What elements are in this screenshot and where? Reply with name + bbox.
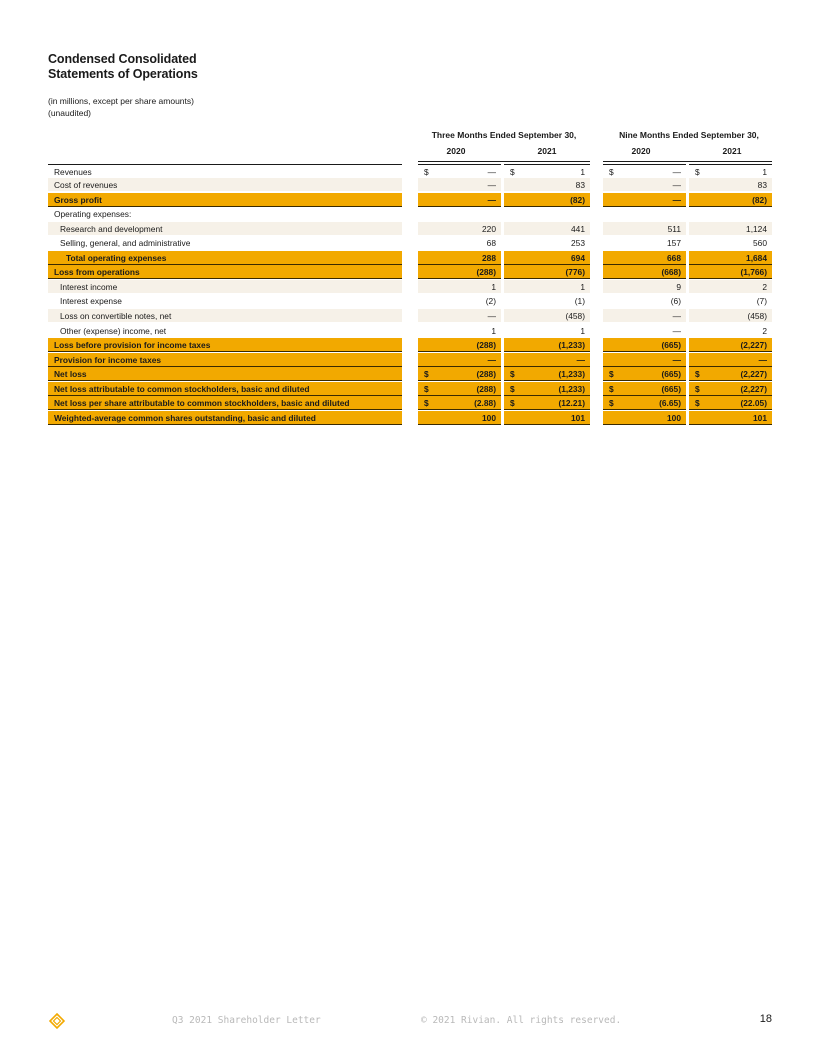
value-cell <box>504 178 590 192</box>
value-text: 1 <box>762 166 767 177</box>
table-row <box>48 265 772 280</box>
value-cell <box>603 294 686 308</box>
row-label: Cost of revenues <box>48 178 402 192</box>
value-text: — <box>672 180 681 191</box>
value-text: 68 <box>486 238 496 249</box>
value-text: 1,684 <box>746 252 767 263</box>
value-text: — <box>576 354 585 365</box>
row-label: Net loss per share attributable to common stockholders, basic and diluted <box>48 396 402 410</box>
value-text: 1,124 <box>746 223 767 234</box>
table-row <box>48 207 772 222</box>
value-cell <box>504 353 590 367</box>
value-cell <box>689 193 772 207</box>
year-header-q-2021: 2021 <box>537 146 557 156</box>
value-text: 157 <box>667 238 681 249</box>
value-cell <box>504 251 590 265</box>
three-months-header: Three Months Ended September 30, <box>431 130 577 140</box>
value-text: (12.21) <box>558 398 585 409</box>
value-cell <box>689 164 772 178</box>
value-text: (2,227) <box>740 383 767 394</box>
value-text: 1 <box>491 325 496 336</box>
currency-symbol: $ <box>695 383 700 394</box>
value-cell <box>603 193 686 207</box>
value-cell <box>689 236 772 250</box>
value-text: (1,233) <box>558 383 585 394</box>
title-line-2: Statements of Operations <box>48 67 198 81</box>
year-header-q-2020: 2020 <box>446 146 466 156</box>
value-text: (776) <box>565 267 585 278</box>
value-cell <box>504 309 590 323</box>
table-row <box>48 193 772 208</box>
row-label: Research and development <box>48 222 402 236</box>
value-cell <box>418 324 501 338</box>
currency-symbol: $ <box>424 166 429 177</box>
row-label: Weighted-average common shares outstanding, basic and diluted <box>48 411 402 425</box>
value-text: 100 <box>667 412 681 423</box>
value-text: 2 <box>762 325 767 336</box>
currency-symbol: $ <box>609 398 614 409</box>
value-cell <box>418 280 501 294</box>
table-row <box>48 338 772 353</box>
value-cell <box>504 193 590 207</box>
value-cell <box>504 382 590 396</box>
value-text: (1) <box>574 296 585 307</box>
value-cell <box>689 222 772 236</box>
three-months-rule <box>418 161 590 162</box>
page-number: 18 <box>759 1013 772 1025</box>
value-text: — <box>672 166 681 177</box>
value-text: (458) <box>565 311 585 321</box>
value-text: — <box>758 354 767 365</box>
units-note-line-1: (in millions, except per share amounts) <box>48 96 194 106</box>
row-label: Provision for income taxes <box>48 353 402 367</box>
value-text: 1 <box>580 325 585 336</box>
value-cell <box>504 338 590 352</box>
value-text: 441 <box>571 223 585 234</box>
nine-months-rule <box>603 161 772 162</box>
table-row <box>48 382 772 397</box>
row-label: Revenues <box>48 164 402 178</box>
currency-symbol: $ <box>695 398 700 409</box>
value-text: 100 <box>482 412 496 423</box>
value-cell <box>418 222 501 236</box>
value-cell <box>603 367 686 381</box>
value-text: (2.88) <box>474 398 496 409</box>
units-note <box>48 95 348 119</box>
value-cell <box>603 324 686 338</box>
row-label: Operating expenses: <box>48 207 402 221</box>
table-row <box>48 222 772 237</box>
value-text: — <box>487 354 496 365</box>
value-cell <box>504 222 590 236</box>
value-cell <box>603 207 686 221</box>
row-label: Loss on convertible notes, net <box>48 309 402 323</box>
currency-symbol: $ <box>424 398 429 409</box>
value-cell <box>689 265 772 279</box>
nine-months-header: Nine Months Ended September 30, <box>619 130 759 140</box>
value-text: (1,766) <box>740 267 767 278</box>
table-row <box>48 164 772 179</box>
value-text: (82) <box>752 194 767 205</box>
value-cell <box>603 353 686 367</box>
value-cell <box>689 294 772 308</box>
value-cell <box>504 324 590 338</box>
currency-symbol: $ <box>695 166 700 177</box>
value-text: (22.05) <box>740 398 767 409</box>
value-text: — <box>672 325 681 336</box>
footer-copyright: © 2021 Rivian. All rights reserved. <box>421 1015 622 1026</box>
value-text: 288 <box>482 252 496 263</box>
value-cell <box>418 207 501 221</box>
value-text: 1 <box>580 166 585 177</box>
currency-symbol: $ <box>609 369 614 380</box>
value-cell <box>504 236 590 250</box>
value-cell <box>603 265 686 279</box>
value-text: 511 <box>667 223 681 234</box>
currency-symbol: $ <box>510 369 515 380</box>
value-cell <box>504 164 590 178</box>
value-text: — <box>672 311 681 321</box>
value-text: (2) <box>485 296 496 307</box>
row-label: Interest income <box>48 280 402 294</box>
value-text: — <box>487 311 496 321</box>
value-cell <box>603 236 686 250</box>
value-text: (668) <box>661 267 681 278</box>
table-row <box>48 324 772 339</box>
table-row <box>48 236 772 251</box>
value-cell <box>603 338 686 352</box>
currency-symbol: $ <box>609 166 614 177</box>
value-text: — <box>672 194 681 205</box>
value-cell <box>603 251 686 265</box>
value-cell <box>603 382 686 396</box>
currency-symbol: $ <box>695 369 700 380</box>
value-cell <box>418 338 501 352</box>
units-note-line-2: (unaudited) <box>48 108 92 118</box>
table-row <box>48 294 772 309</box>
value-text: (82) <box>570 194 585 205</box>
value-cell <box>603 280 686 294</box>
value-text: (6) <box>670 296 681 307</box>
value-text: 83 <box>757 180 767 191</box>
value-cell <box>504 367 590 381</box>
value-text: (288) <box>476 369 496 380</box>
currency-symbol: $ <box>510 166 515 177</box>
value-cell <box>689 251 772 265</box>
value-cell <box>689 178 772 192</box>
value-cell <box>504 265 590 279</box>
currency-symbol: $ <box>510 383 515 394</box>
value-text: (288) <box>476 340 496 351</box>
value-cell <box>504 280 590 294</box>
table-row <box>48 280 772 295</box>
currency-symbol: $ <box>424 383 429 394</box>
value-text: — <box>487 194 496 205</box>
row-label: Total operating expenses <box>48 251 402 265</box>
row-label: Loss before provision for income taxes <box>48 338 402 352</box>
row-label: Net loss attributable to common stockholders, basic and diluted <box>48 382 402 396</box>
year-header-9m-2021: 2021 <box>722 146 742 156</box>
value-cell <box>504 207 590 221</box>
value-cell <box>689 396 772 410</box>
value-text: (2,227) <box>740 369 767 380</box>
row-label: Gross profit <box>48 193 402 207</box>
value-text: (288) <box>476 383 496 394</box>
currency-symbol: $ <box>609 383 614 394</box>
value-text: 1 <box>491 281 496 292</box>
value-text: 101 <box>753 412 767 423</box>
value-text: 253 <box>571 238 585 249</box>
value-text: — <box>487 180 496 191</box>
value-text: 560 <box>753 238 767 249</box>
rivian-compass-icon <box>49 1013 65 1029</box>
table-row <box>48 353 772 368</box>
currency-symbol: $ <box>424 369 429 380</box>
table-row <box>48 367 772 382</box>
value-cell <box>689 411 772 425</box>
value-cell <box>603 178 686 192</box>
table-row <box>48 396 772 411</box>
value-text: (1,233) <box>558 369 585 380</box>
value-text: 9 <box>676 281 681 292</box>
row-label: Loss from operations <box>48 265 402 279</box>
value-cell <box>603 164 686 178</box>
table-row <box>48 251 772 266</box>
value-text: 220 <box>482 223 496 234</box>
value-cell <box>418 251 501 265</box>
table-row <box>48 411 772 426</box>
value-cell <box>603 222 686 236</box>
page-title <box>48 52 348 82</box>
value-text: — <box>487 166 496 177</box>
row-label: Other (expense) income, net <box>48 324 402 338</box>
value-text: (2,227) <box>740 340 767 351</box>
value-cell <box>418 193 501 207</box>
value-cell <box>689 353 772 367</box>
value-cell <box>603 309 686 323</box>
value-text: (1,233) <box>558 340 585 351</box>
value-cell <box>504 396 590 410</box>
value-cell <box>689 207 772 221</box>
value-cell <box>504 294 590 308</box>
value-text: (665) <box>661 340 681 351</box>
value-text: 2 <box>762 281 767 292</box>
value-text: — <box>672 354 681 365</box>
value-cell <box>689 280 772 294</box>
value-cell <box>689 309 772 323</box>
value-cell <box>418 367 501 381</box>
row-label: Selling, general, and administrative <box>48 236 402 250</box>
value-text: (288) <box>476 267 496 278</box>
value-text: 101 <box>571 412 585 423</box>
title-line-1: Condensed Consolidated <box>48 52 197 66</box>
value-cell <box>689 367 772 381</box>
value-cell <box>689 382 772 396</box>
value-text: (458) <box>747 311 767 321</box>
value-text: (665) <box>661 383 681 394</box>
row-label: Net loss <box>48 367 402 381</box>
value-cell <box>418 178 501 192</box>
value-cell <box>418 309 501 323</box>
value-cell <box>418 411 501 425</box>
value-text: 668 <box>667 252 681 263</box>
value-cell <box>418 382 501 396</box>
value-text: 83 <box>575 180 585 191</box>
value-text: (7) <box>756 296 767 307</box>
value-cell <box>418 265 501 279</box>
value-cell <box>689 324 772 338</box>
value-cell <box>418 396 501 410</box>
value-text: (6.65) <box>659 398 681 409</box>
value-text: 694 <box>571 252 585 263</box>
value-cell <box>603 396 686 410</box>
value-cell <box>418 353 501 367</box>
value-cell <box>689 338 772 352</box>
value-cell <box>603 411 686 425</box>
row-label: Interest expense <box>48 294 402 308</box>
year-header-9m-2020: 2020 <box>631 146 651 156</box>
value-text: 1 <box>580 281 585 292</box>
table-row <box>48 178 772 193</box>
footer-letter-name: Q3 2021 Shareholder Letter <box>172 1015 321 1026</box>
value-cell <box>504 411 590 425</box>
value-cell <box>418 294 501 308</box>
currency-symbol: $ <box>510 398 515 409</box>
value-cell <box>418 236 501 250</box>
value-cell <box>418 164 501 178</box>
value-text: (665) <box>661 369 681 380</box>
table-row <box>48 309 772 324</box>
